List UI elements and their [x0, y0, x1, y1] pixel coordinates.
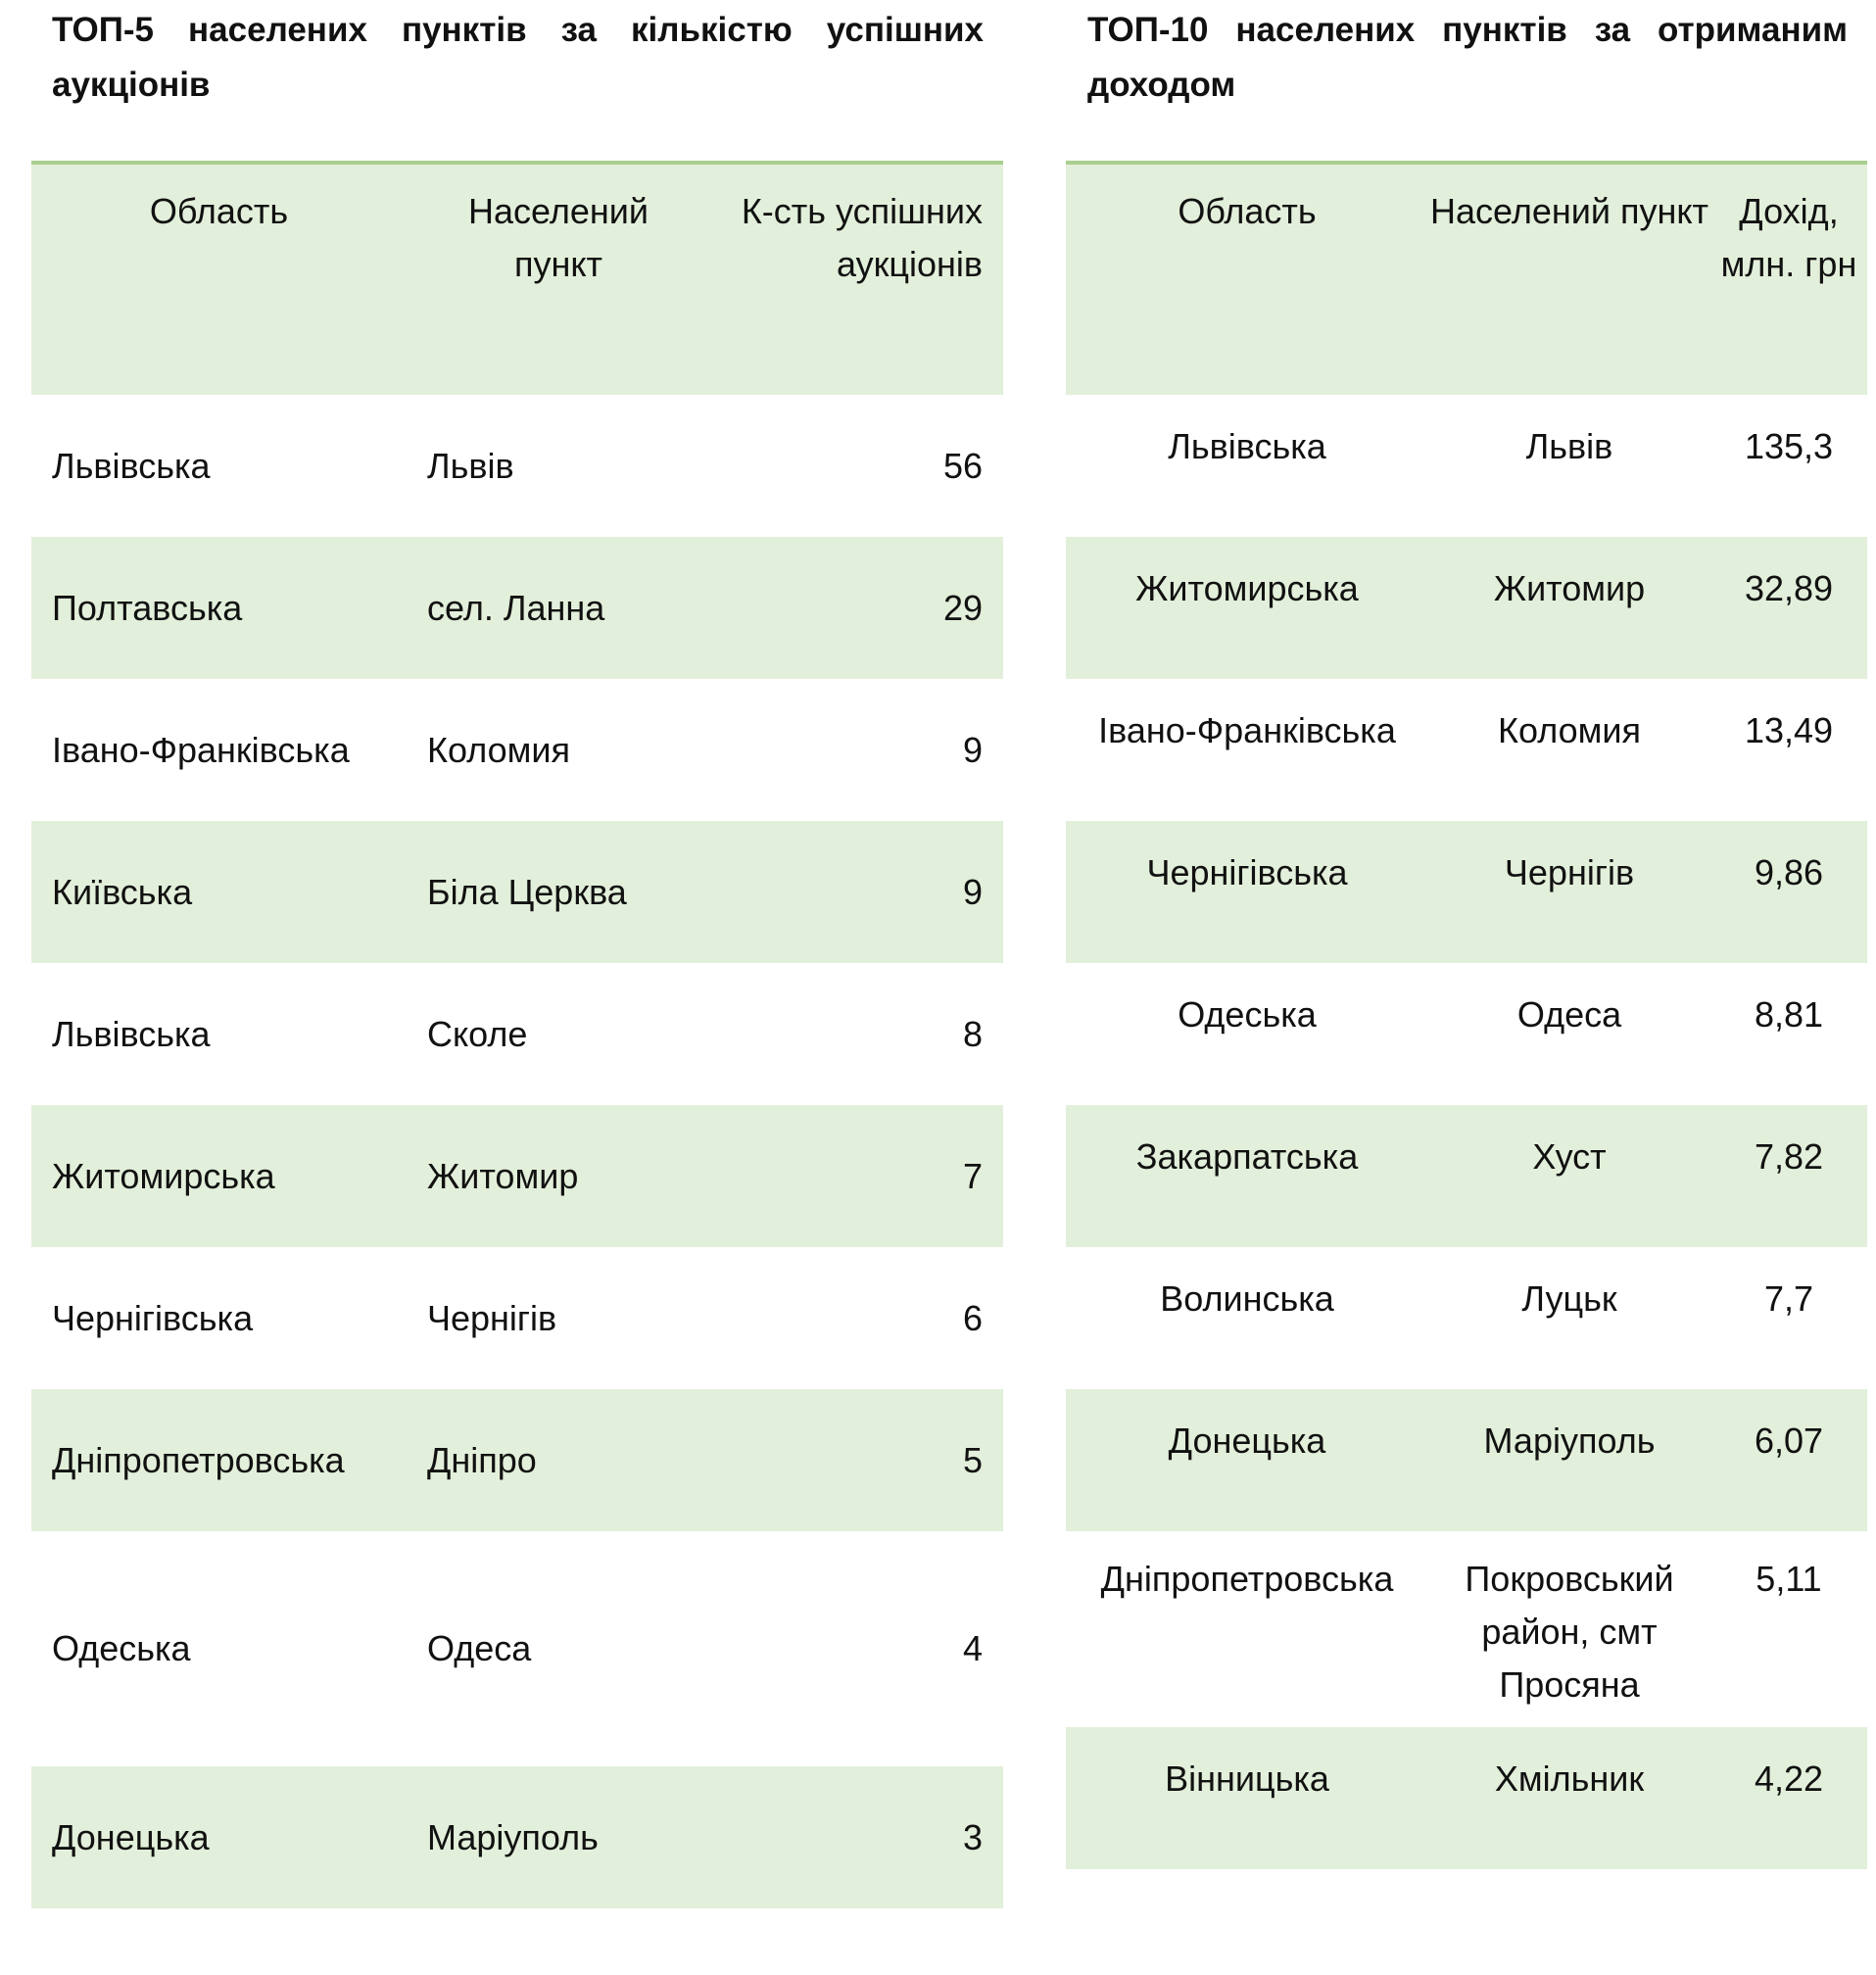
- top10-income-title: ТОП-10 населених пунктів за отриманим доходом: [1087, 11, 1848, 104]
- cell-oblast: Київська: [52, 871, 193, 912]
- header-income: Дохід, млн. грн: [1720, 191, 1857, 284]
- cell-settlement: Житомир: [1493, 568, 1646, 608]
- cell-oblast: Житомирська: [1135, 568, 1359, 608]
- cell-income: 8,81: [1754, 994, 1824, 1035]
- top10-income-table: [1066, 161, 1867, 1869]
- cell-income: 6,07: [1754, 1421, 1824, 1461]
- cell-settlement: Хуст: [1532, 1136, 1607, 1177]
- cell-settlement: Хмільник: [1494, 1758, 1645, 1799]
- table-header-row: [31, 163, 1003, 395]
- cell-income: 135,3: [1744, 426, 1834, 466]
- cell-settlement: Біла Церква: [427, 871, 627, 912]
- table-header-row: [1066, 163, 1867, 395]
- cell-income: 7,82: [1754, 1136, 1824, 1177]
- top5-auctions-table: [31, 161, 1003, 1908]
- top5-auctions-title: ТОП-5 населених пунктів за кількістю успішних аукціонів: [52, 11, 984, 104]
- cell-oblast: Закарпатська: [1135, 1136, 1359, 1177]
- table-row: [31, 1247, 1003, 1389]
- cell-settlement: Коломия: [427, 729, 570, 770]
- cell-oblast: Львівська: [52, 1013, 211, 1054]
- header-settlement: Населений пункт: [468, 191, 649, 284]
- cell-auction-count: 9: [962, 729, 983, 770]
- cell-settlement: Житомир: [427, 1155, 579, 1196]
- table-row: [1066, 1389, 1867, 1531]
- cell-oblast: Донецька: [1168, 1421, 1326, 1461]
- cell-income: 5,11: [1756, 1559, 1822, 1599]
- table-row: [31, 1766, 1003, 1908]
- table-row: [1066, 395, 1867, 537]
- cell-auction-count: 9: [962, 871, 983, 912]
- cell-oblast: Полтавська: [52, 587, 243, 628]
- cell-settlement: Чернігів: [1504, 852, 1635, 892]
- cell-settlement: Львів: [427, 445, 514, 486]
- table-row: [1066, 1727, 1867, 1869]
- table-row: [1066, 821, 1867, 963]
- cell-oblast: Івано-Франківська: [52, 729, 350, 770]
- cell-oblast: Донецька: [52, 1816, 210, 1857]
- cell-auction-count: 6: [962, 1297, 983, 1338]
- cell-auction-count: 4: [962, 1628, 983, 1668]
- table-row: [31, 679, 1003, 821]
- table-row: [31, 963, 1003, 1105]
- cell-income: 7,7: [1763, 1278, 1814, 1319]
- cell-oblast: Дніпропетровська: [52, 1439, 345, 1480]
- header-oblast: Область: [1178, 191, 1317, 231]
- cell-income: 13,49: [1744, 710, 1834, 750]
- cell-oblast: Житомирська: [52, 1155, 275, 1196]
- cell-oblast: Одеська: [1178, 994, 1317, 1035]
- cell-auction-count: 56: [942, 445, 983, 486]
- table-row: [1066, 537, 1867, 679]
- cell-oblast: Вінницька: [1165, 1758, 1329, 1799]
- cell-oblast: Чернігівська: [1146, 852, 1348, 892]
- cell-income: 9,86: [1754, 852, 1824, 892]
- header-auction-count: К-сть успішних аукціонів: [741, 191, 983, 284]
- cell-settlement: Одеса: [427, 1628, 532, 1668]
- table-row: [1066, 1531, 1867, 1727]
- header-oblast: Область: [149, 191, 289, 231]
- cell-oblast: Одеська: [52, 1628, 191, 1668]
- cell-settlement: Львів: [1525, 426, 1613, 466]
- cell-auction-count: 29: [942, 587, 983, 628]
- cell-income: 4,22: [1754, 1758, 1824, 1799]
- cell-oblast: Чернігівська: [52, 1297, 254, 1338]
- table-row: [1066, 963, 1867, 1105]
- cell-settlement: Сколе: [427, 1013, 528, 1054]
- cell-settlement: Покровський район, смт Просяна: [1465, 1559, 1674, 1705]
- table-row: [31, 1531, 1003, 1766]
- cell-settlement: Коломия: [1498, 710, 1641, 750]
- cell-oblast: Львівська: [52, 445, 211, 486]
- cell-settlement: Маріуполь: [1483, 1421, 1656, 1461]
- table-row: [31, 1105, 1003, 1247]
- table-row: [31, 537, 1003, 679]
- cell-auction-count: 5: [962, 1439, 983, 1480]
- cell-auction-count: 7: [962, 1155, 983, 1196]
- table-row: [31, 395, 1003, 537]
- cell-auction-count: 3: [962, 1816, 983, 1857]
- table-row: [1066, 679, 1867, 821]
- header-settlement: Населений пункт: [1430, 191, 1708, 231]
- table-row: [31, 1389, 1003, 1531]
- cell-settlement: Луцьк: [1521, 1278, 1617, 1319]
- table-row: [1066, 1105, 1867, 1247]
- cell-settlement: Маріуполь: [427, 1816, 599, 1857]
- cell-oblast: Івано-Франківська: [1098, 710, 1396, 750]
- cell-oblast: Волинська: [1160, 1278, 1334, 1319]
- cell-settlement: сел. Ланна: [427, 587, 605, 628]
- table-row: [31, 821, 1003, 963]
- cell-oblast: Львівська: [1168, 426, 1326, 466]
- cell-settlement: Дніпро: [427, 1439, 537, 1480]
- table-row: [1066, 1247, 1867, 1389]
- cell-income: 32,89: [1744, 568, 1834, 608]
- cell-settlement: Одеса: [1516, 994, 1622, 1035]
- cell-settlement: Чернігів: [427, 1297, 557, 1338]
- cell-auction-count: 8: [962, 1013, 983, 1054]
- cell-oblast: Дніпропетровська: [1100, 1559, 1394, 1599]
